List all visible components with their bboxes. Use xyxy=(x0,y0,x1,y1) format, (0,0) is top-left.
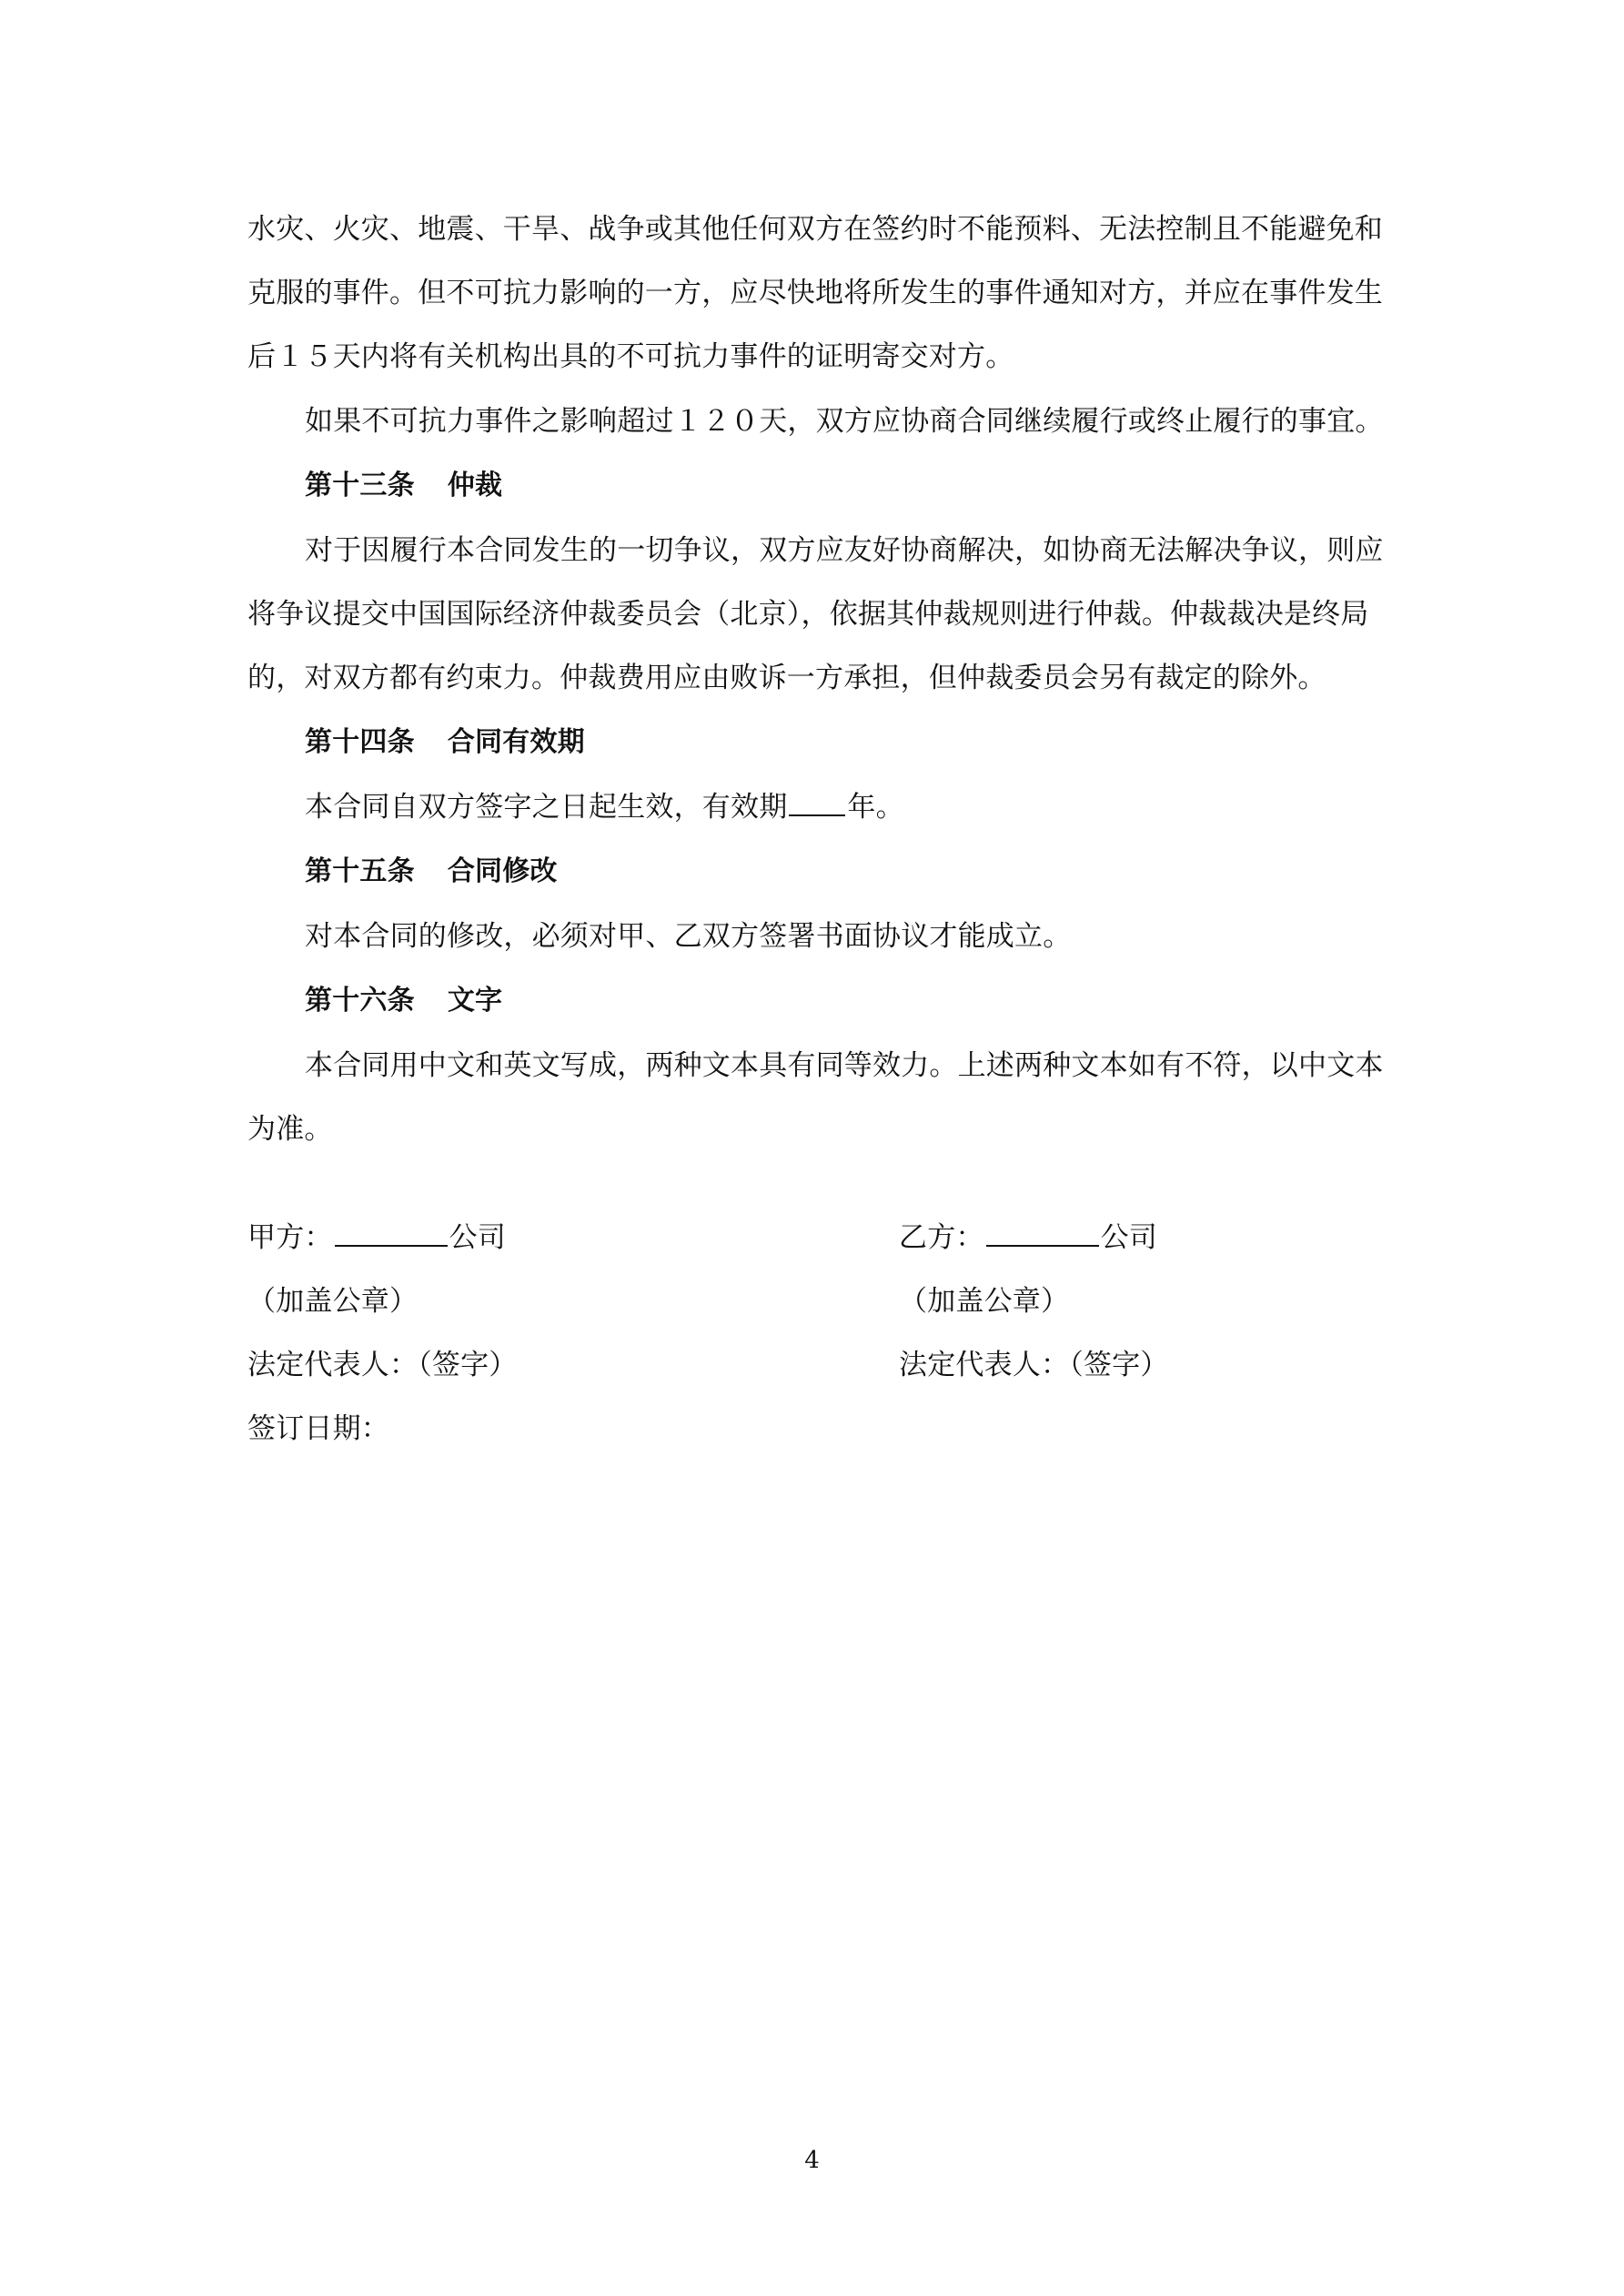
article-13-title: 仲裁 xyxy=(447,470,503,501)
party-a-name-blank xyxy=(335,1219,448,1247)
article-16-number: 第十六条 xyxy=(305,985,415,1017)
article-13-line-3: 的，对双方都有约束力。仲裁费用应由败诉一方承担，但仲裁委员会另有裁定的除外。 xyxy=(247,662,1326,694)
article-14-heading xyxy=(305,724,585,761)
page-number: 4 xyxy=(804,2147,820,2174)
party-a-seal: （加盖公章） xyxy=(247,1285,419,1318)
article-13-number: 第十三条 xyxy=(305,470,415,501)
article-13-line-2: 将争议提交中国国际经济仲裁委员会（北京），依据其仲裁规则进行仲裁。仲裁裁决是终局 xyxy=(247,598,1369,631)
party-b-representative: 法定代表人：（签字） xyxy=(899,1349,1169,1381)
party-a-label: 甲方： xyxy=(247,1221,333,1254)
party-b-company xyxy=(899,1219,1157,1256)
article-16-line-1: 本合同用中文和英文写成，两种文本具有同等效力。上述两种文本如有不符，以中文本 xyxy=(305,1049,1384,1082)
article-16-title: 文字 xyxy=(447,985,503,1017)
party-b-suffix: 公司 xyxy=(1100,1221,1158,1254)
party-a-suffix: 公司 xyxy=(449,1221,507,1254)
article-14-title: 合同有效期 xyxy=(447,726,585,758)
paragraph-force-majeure-duration: 如果不可抗力事件之影响超过１２０天，双方应协商合同继续履行或终止履行的事宜。 xyxy=(305,405,1384,438)
party-b-label: 乙方： xyxy=(899,1221,984,1254)
article-15-title: 合同修改 xyxy=(447,855,558,887)
paragraph-force-majeure-line-1: 水灾、火灾、地震、干旱、战争或其他任何双方在签约时不能预料、无法控制且不能避免和 xyxy=(247,213,1383,246)
paragraph-force-majeure-line-3: 后１５天内将有关机构出具的不可抗力事件的证明寄交对方。 xyxy=(247,340,1014,373)
signing-date: 签订日期： xyxy=(247,1412,389,1445)
party-b-name-blank xyxy=(986,1219,1099,1247)
article-15-number: 第十五条 xyxy=(305,855,415,887)
article-14-text-before-blank: 本合同自双方签字之日起生效，有效期 xyxy=(305,791,788,824)
party-a-representative: 法定代表人：（签字） xyxy=(247,1349,518,1381)
article-16-line-2: 为准。 xyxy=(247,1113,333,1146)
article-14-text-after-blank: 年。 xyxy=(847,791,904,824)
article-13-line-1: 对于因履行本合同发生的一切争议，双方应友好协商解决，如协商无法解决争议，则应 xyxy=(305,534,1384,567)
article-15-line-1: 对本合同的修改，必须对甲、乙双方签署书面协议才能成立。 xyxy=(305,920,1072,953)
article-13-heading xyxy=(305,468,502,504)
party-a-company xyxy=(247,1219,506,1256)
validity-years-blank xyxy=(789,789,845,816)
party-b-seal: （加盖公章） xyxy=(899,1285,1070,1318)
paragraph-force-majeure-line-2: 克服的事件。但不可抗力影响的一方，应尽快地将所发生的事件通知对方，并应在事件发生 xyxy=(247,277,1383,309)
article-14-number: 第十四条 xyxy=(305,726,415,758)
article-14-line-1 xyxy=(305,789,904,825)
article-16-heading xyxy=(305,983,502,1019)
article-15-heading xyxy=(305,854,558,890)
